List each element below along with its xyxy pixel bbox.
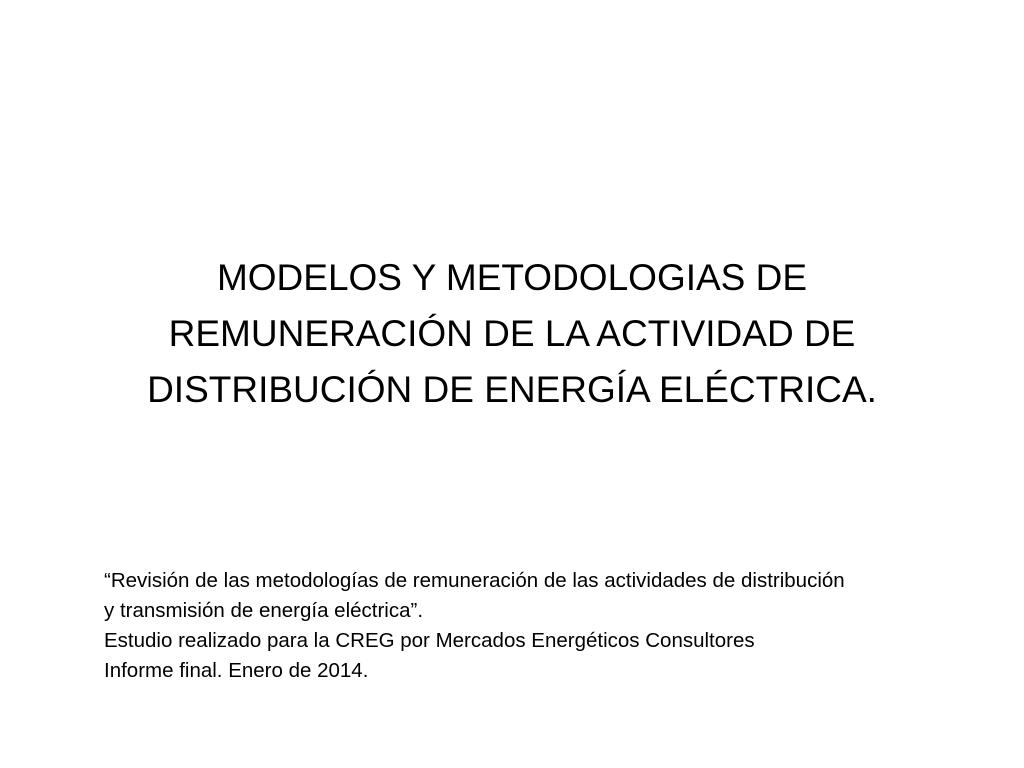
title-line-1: MODELOS Y METODOLOGIAS DE [216,257,808,298]
title-line-3: DISTRIBUCIÓN DE ENERGÍA ELÉCTRICA. [147,369,877,410]
subtitle-line-3: Estudio realizado para la CREG por Mercados Energéticos Consultores [104,629,755,652]
subtitle-line-4: Informe final. Enero de 2014. [104,659,369,682]
subtitle-line-2: y transmisión de energía eléctrica”. [104,599,424,622]
title-line-2: REMUNERACIÓN DE LA ACTIVIDAD DE [168,313,856,354]
slide-subtitle [104,566,984,686]
slide-title [100,250,924,418]
subtitle-line-1: “Revisión de las metodologías de remuneración de las actividades de distribución [104,569,845,592]
